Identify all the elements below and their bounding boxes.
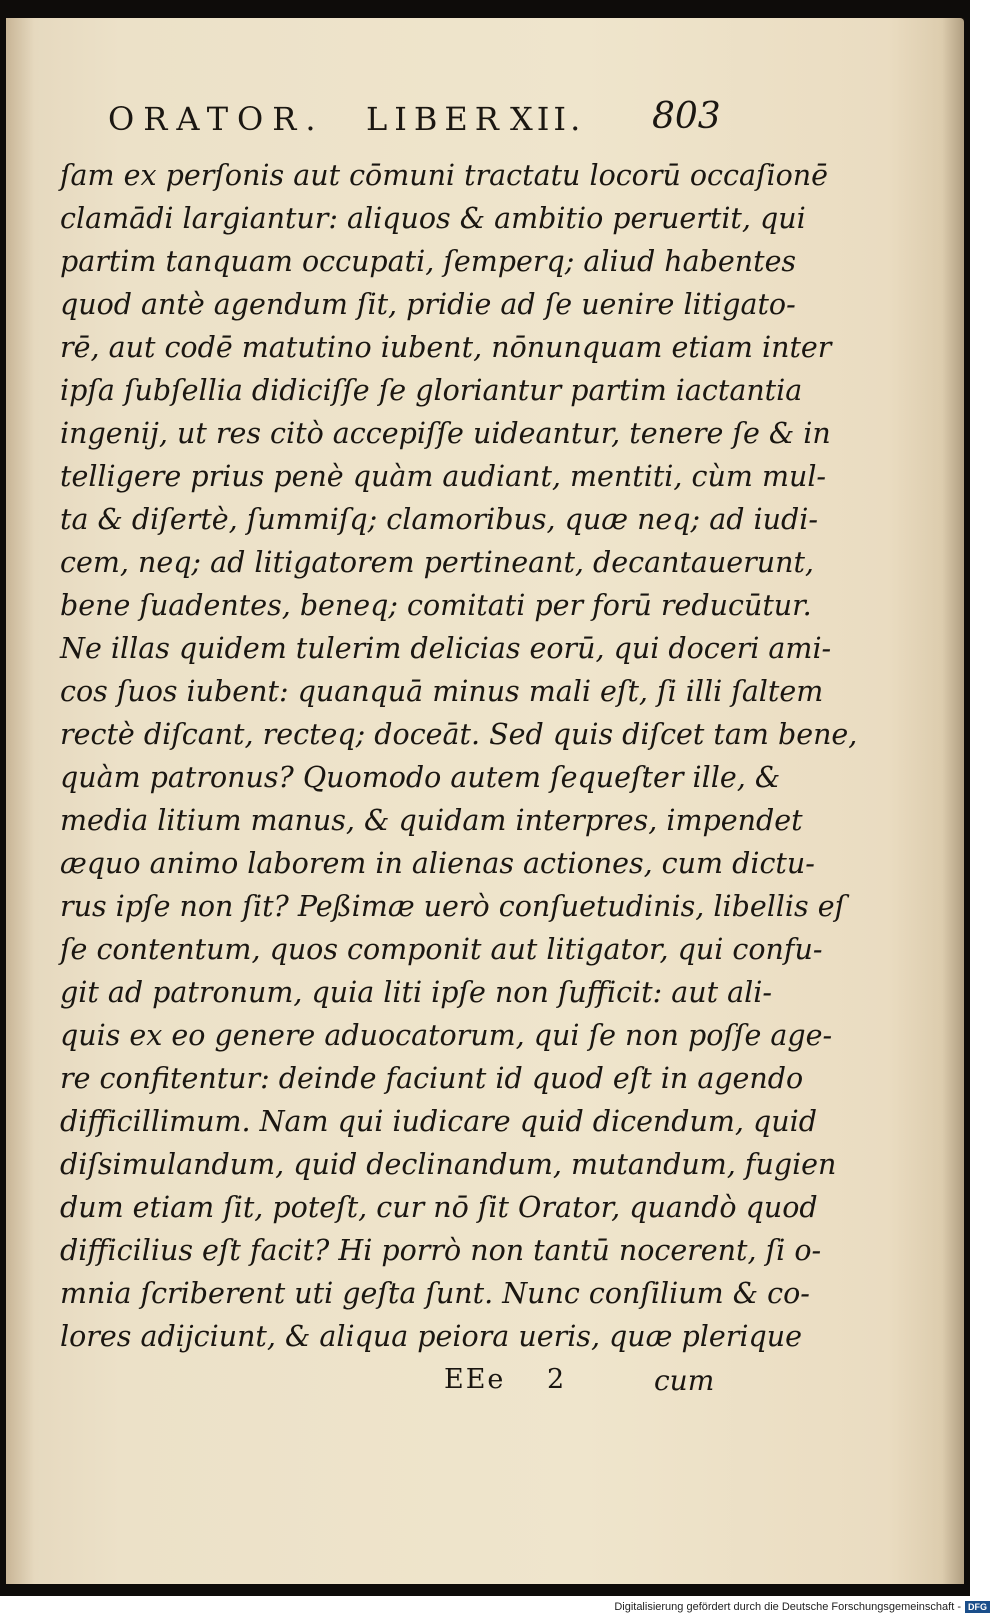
signature-number: 2 bbox=[547, 1364, 565, 1395]
text-line: æquo animo laborem in alienas actiones, cum dictu- bbox=[60, 847, 815, 880]
text-line: dum etiam ſit, poteſt, cur nō ſit Orator, quandò quod bbox=[60, 1191, 818, 1224]
running-head-book-number: XII. bbox=[510, 100, 585, 138]
text-line: ſam ex perſonis aut cōmuni tractatu locorū occaſionē bbox=[60, 159, 828, 192]
text-line: rus ipſe non ſit? Peßimæ uerò conſuetudinis, libellis eſ bbox=[60, 890, 846, 923]
text-line: diſsimulandum, quid declinandum, mutandum, fugien bbox=[60, 1148, 837, 1181]
running-head-liber: LIBER bbox=[366, 100, 506, 138]
text-line: Ne illas quidem tulerim delicias eorū, qui doceri ami- bbox=[60, 632, 832, 665]
text-line: mnia ſcriberent uti geſta ſunt. Nunc conſilium & co- bbox=[60, 1277, 810, 1310]
text-line: clamādi largiantur: aliquos & ambitio peruertit, qui bbox=[60, 202, 806, 235]
folio-number: 803 bbox=[652, 96, 721, 137]
body-text bbox=[60, 154, 858, 1358]
text-line: git ad patronum, quia liti ipſe non ſufficit: aut ali- bbox=[60, 976, 772, 1009]
text-line: ingenij, ut res citò accepiſſe uideantur, tenere ſe & in bbox=[60, 417, 831, 450]
text-line: rē, aut codē matutino iubent, nōnunquam etiam inter bbox=[60, 331, 832, 364]
text-line: telligere prius penè quàm audiant, mentiti, cùm mul- bbox=[60, 460, 827, 493]
text-line: ipſa ſubſellia didiciſſe ſe gloriantur partim iactantia bbox=[60, 374, 803, 407]
text-line: ſe contentum, quos componit aut litigator, qui confu- bbox=[60, 933, 823, 966]
dfg-logo-icon: DFG bbox=[965, 1601, 990, 1613]
text-line: difficilius eſt facit? Hi porrò non tantū nocerent, ſi o- bbox=[60, 1234, 822, 1267]
book-page bbox=[6, 18, 964, 1584]
text-line: lores adijciunt, & aliqua peiora ueris, quæ plerique bbox=[60, 1320, 802, 1353]
text-line: quod antè agendum ſit, pridie ad ſe uenire litigato- bbox=[60, 288, 796, 321]
text-line: media litium manus, & quidam interpres, impendet bbox=[60, 804, 803, 837]
text-line: partim tanquam occupati, ſemperq; aliud habentes bbox=[60, 245, 797, 278]
text-line: re confitentur: deinde faciunt id quod eſt in agendo bbox=[60, 1062, 804, 1095]
text-line: quis ex eo genere aduocatorum, qui ſe non poſſe age- bbox=[60, 1019, 833, 1052]
text-line: quàm patronus? Quomodo autem ſequeſter ille, & bbox=[60, 761, 781, 794]
digitization-credit bbox=[614, 1598, 990, 1616]
page-edge-shadow bbox=[942, 18, 964, 1584]
credit-text: Digitalisierung gefördert durch die Deutsche Forschungsgemeinschaft - bbox=[614, 1601, 961, 1613]
signature-mark: EEe bbox=[444, 1364, 506, 1395]
running-head-title: ORATOR. bbox=[108, 100, 325, 138]
text-line: cos ſuos iubent: quanquā minus mali eſt, ſi illi ſaltem bbox=[60, 675, 824, 708]
running-head bbox=[108, 96, 748, 150]
text-line: cem, neq; ad litigatorem pertineant, decantauerunt, bbox=[60, 546, 814, 579]
page-footer bbox=[6, 1364, 964, 1408]
text-line: rectè diſcant, recteq; doceāt. Sed quis diſcet tam bene, bbox=[60, 718, 858, 751]
text-line: ta & diſertè, ſummiſq; clamoribus, quæ neq; ad iudi- bbox=[60, 503, 818, 536]
text-line: bene ſuadentes, beneq; comitati per forū reducūtur. bbox=[60, 589, 812, 622]
text-line: difficillimum. Nam qui iudicare quid dicendum, quid bbox=[60, 1105, 817, 1138]
catchword: cum bbox=[654, 1364, 715, 1397]
